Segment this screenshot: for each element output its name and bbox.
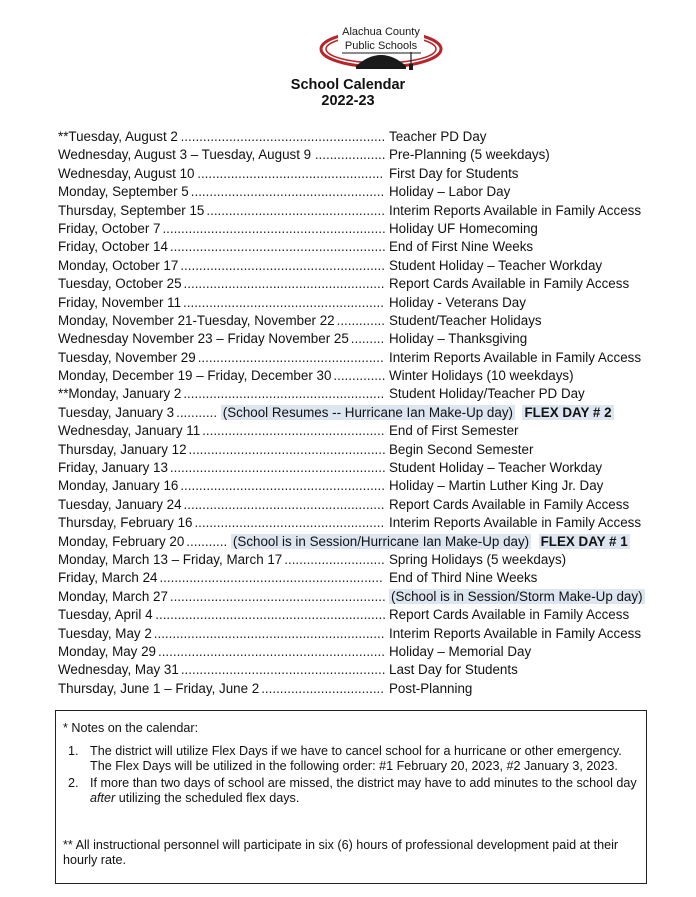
event-text: End of First Nine Weeks [389,239,534,255]
calendar-event [389,441,533,459]
calendar-event [389,606,629,624]
school-year: 2022-23 [321,93,375,109]
logo-line2: Public Schools [344,40,418,52]
dot-leader: .......................................................... [169,588,386,604]
calendar-date: Monday, October 17 [58,257,179,273]
event-text: Report Cards Available in Family Access [389,607,630,623]
event-text: Post-Planning [389,680,473,696]
calendar-event [389,496,629,514]
note-text-before: If more than two days of school are missed, the district may have to add minutes to the school day [90,776,637,790]
event-text: Interim Reports Available in Family Access [389,625,642,641]
dot-leader: .......................................................... [169,239,386,255]
note-text-emphasis: after [90,791,116,805]
dot-leader: ...................................................... [183,276,385,292]
calendar-event [389,680,472,698]
calendar-date: Tuesday, May 2 [58,625,152,641]
calendar-date: Wednesday, August 10 [58,165,195,181]
calendar-event [389,385,585,403]
flex-day-badge: FLEX DAY # 2 [524,404,612,420]
event-text: Holiday UF Homecoming [389,220,538,236]
note-item [68,744,638,774]
calendar-event [389,257,602,275]
highlighted-event-text: (School Resumes -- Hurricane Ian Make-Up day) [222,404,513,420]
calendar-row [58,404,678,422]
dot-leader: ....................................................... [180,129,386,144]
event-text: Winter Holidays (10 weekdays) [389,368,574,384]
dot-leader: ...................................................... [183,386,385,402]
calendar-date: Tuesday, October 25 [58,276,182,292]
calendar-row [58,459,678,477]
dot-leader: .............. [333,368,386,384]
calendar-event [389,661,518,679]
calendar-row [58,349,678,367]
event-text: Student Holiday – Teacher Workday [389,460,603,476]
calendar-date: Thursday, January 12 [58,441,187,457]
highlighted-event-text: (School is in Session/Hurricane Ian Make-Up day) [232,533,530,549]
dot-leader: ................................................. [202,423,385,439]
calendar-date: Wednesday, January 11 [58,423,201,439]
calendar-row [58,588,678,606]
dot-leader: ....................................................... [180,662,386,678]
dot-leader: ...................................................... [183,496,385,512]
event-text: Holiday – Memorial Day [389,643,532,659]
calendar-row [58,275,678,293]
dot-leader: ......... [350,331,385,347]
calendar-date: Monday, May 29 [58,643,156,659]
event-text: Holiday – Thanksgiving [389,331,528,347]
calendar-row [58,680,678,698]
calendar-date: Monday, February 20 [58,533,185,549]
event-text: End of Third Nine Weeks [389,570,538,586]
calendar-date: Friday, November 11 [58,294,182,310]
calendar-row [58,367,678,385]
dot-leader: ........... [186,533,228,549]
dot-leader: ........................... [284,551,385,567]
dot-leader: ................... [314,147,386,163]
calendar-event [389,551,566,569]
dot-leader: ................................................... [194,515,385,531]
notes-list [68,744,638,808]
calendar-date: **Tuesday, August 2 [58,129,178,144]
calendar-date: Friday, January 13 [58,460,168,476]
event-text: Student/Teacher Holidays [389,312,542,328]
calendar-event [389,275,629,293]
event-text: Pre-Planning (5 weekdays) [389,147,550,163]
note-item [68,776,638,806]
event-text: Student Holiday/Teacher PD Day [389,386,585,402]
event-text: Interim Reports Available in Family Access [389,202,642,218]
note-number: 1. [68,744,79,758]
calendar-date: Friday, October 7 [58,220,161,236]
dot-leader: .................................................. [197,349,384,365]
dot-leader: .............................................................. [155,607,386,623]
calendar-date: Tuesday, January 24 [58,496,182,512]
note-text-after: utilizing the scheduled flex days. [115,791,300,805]
calendar-event [231,533,630,551]
calendar-row [58,441,678,459]
calendar-event [389,514,641,532]
calendar-date: Thursday, September 15 [58,202,205,218]
calendar-event [389,312,542,330]
event-text: End of First Semester [389,423,519,439]
calendar-row [58,165,678,183]
pd-note: ** All instructional personnel will participate in six (6) hours of professional development paid at their hourly rate. [63,838,619,867]
event-text: Begin Second Semester [389,441,534,457]
note-text: The district will utilize Flex Days if we have to cancel school for a hurricane or other emergency. The Flex Days will be utilized in the following order: #1 February 20, 2023, #2 January 3, 2023. [90,744,622,773]
calendar-row [58,496,678,514]
note-number: 2. [68,776,79,790]
event-text: First Day for Students [389,165,519,181]
calendar-event [389,367,574,385]
notes-box [55,710,647,884]
dot-leader: ............................................................ [162,220,386,236]
page-title: School Calendar [290,77,406,93]
calendar-list [58,128,678,698]
event-text: Holiday - Veterans Day [389,294,526,310]
calendar-event [389,625,641,643]
calendar-row [58,625,678,643]
calendar-date: Monday, September 5 [58,184,189,200]
dot-leader: .............................................................. [153,625,385,641]
calendar-row [58,551,678,569]
calendar-event [389,165,519,183]
calendar-event [389,238,533,256]
calendar-event [389,330,527,348]
calendar-row [58,533,678,551]
calendar-date: Tuesday, April 4 [58,607,153,623]
dot-leader: ................................................ [206,202,385,218]
calendar-event [389,588,645,606]
calendar-row [58,294,678,312]
calendar-event [389,128,487,146]
dot-leader: ....................................................... [180,478,385,494]
calendar-row [58,569,678,587]
dot-leader: ............................................................ [159,570,383,586]
calendar-event [389,294,526,312]
logo-line1: Alachua County [342,26,420,38]
event-text: Student Holiday – Teacher Workday [389,257,603,273]
calendar-date: Thursday, February 16 [58,515,193,531]
dot-leader: ............................................................. [157,643,385,659]
event-text: Interim Reports Available in Family Access [389,515,642,531]
calendar-date: Thursday, June 1 – Friday, June 2 [58,680,260,696]
calendar-row [58,257,678,275]
calendar-row [58,312,678,330]
calendar-row [58,385,678,403]
calendar-event [389,459,602,477]
calendar-event [389,569,537,587]
event-text: Last Day for Students [389,662,518,678]
calendar-row [58,220,678,238]
calendar-date: Monday, December 19 – Friday, December 30 [58,368,332,384]
calendar-event [389,643,531,661]
graduation-cap-icon [318,22,444,80]
notes-heading: * Notes on the calendar: [63,721,199,735]
calendar-row [58,606,678,624]
calendar-date: Monday, March 13 – Friday, March 17 [58,551,283,567]
dot-leader: ..................................................... [188,441,386,457]
event-text: Report Cards Available in Family Access [389,276,630,292]
calendar-event [389,146,550,164]
calendar-date: Tuesday, November 29 [58,349,196,365]
calendar-date: Tuesday, January 3 [58,404,175,420]
calendar-row [58,330,678,348]
calendar-event [389,202,641,220]
calendar-date: Friday, October 14 [58,239,168,255]
district-logo [318,22,444,80]
dot-leader: ................................. [261,680,384,696]
calendar-date: Monday, March 27 [58,588,168,604]
calendar-row [58,643,678,661]
event-text: Holiday – Martin Luther King Jr. Day [389,478,604,494]
calendar-event [389,349,641,367]
dot-leader: ....................................................... [180,257,385,273]
calendar-event [389,422,519,440]
calendar-event [389,183,510,201]
dot-leader: .................................................... [190,184,385,200]
dot-leader: ............. [336,312,385,328]
event-text: Interim Reports Available in Family Access [389,349,642,365]
dot-leader: .................................................. [197,165,384,181]
calendar-date: Wednesday, August 3 – Tuesday, August 9 [58,147,312,163]
calendar-row [58,202,678,220]
calendar-row [58,422,678,440]
flex-day-badge: FLEX DAY # 1 [540,533,628,549]
calendar-event [389,220,538,238]
dot-leader: ........... [176,404,218,420]
calendar-date: Monday, January 16 [58,478,179,494]
calendar-row [58,183,678,201]
dot-leader: .......................................................... [169,460,386,476]
calendar-row [58,128,678,146]
calendar-date: Wednesday November 23 – Friday November 25 [58,331,349,347]
calendar-event [221,404,614,422]
calendar-row [58,477,678,495]
highlighted-event-text: (School is in Session/Storm Make-Up day) [391,588,643,604]
calendar-row [58,514,678,532]
calendar-date: Monday, November 21-Tuesday, November 22 [58,312,335,328]
calendar-date: Wednesday, May 31 [58,662,179,678]
calendar-date: Friday, March 24 [58,570,158,586]
event-text: Holiday – Labor Day [389,184,511,200]
dot-leader: ...................................................... [183,294,384,310]
calendar-row [58,661,678,679]
calendar-event [389,477,603,495]
calendar-row [58,238,678,256]
calendar-row [58,146,678,164]
calendar-date: **Monday, January 2 [58,386,182,402]
event-text: Teacher PD Day [389,129,487,144]
event-text: Spring Holidays (5 weekdays) [389,551,567,567]
event-text: Report Cards Available in Family Access [389,496,630,512]
